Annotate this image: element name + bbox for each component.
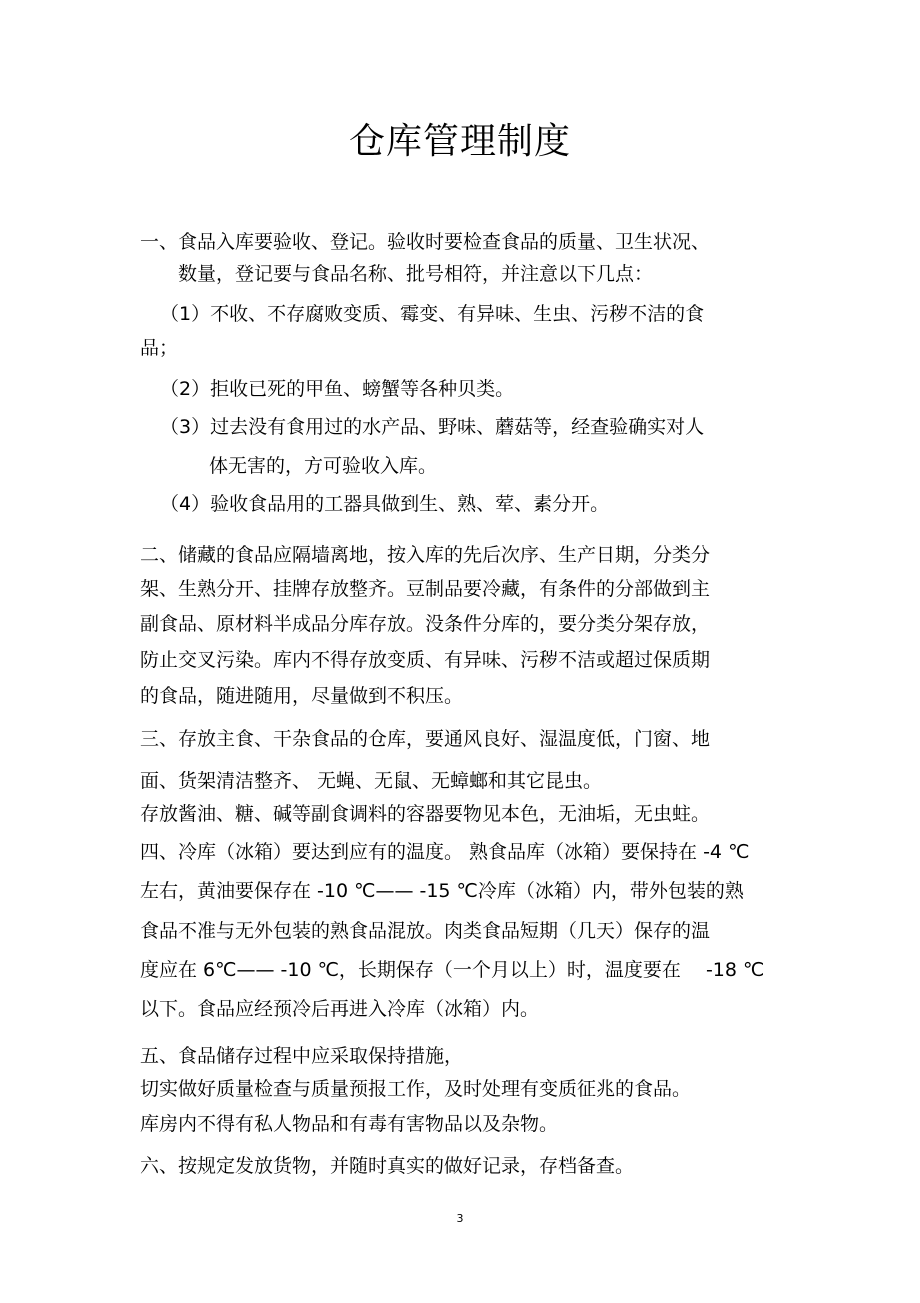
section-1-item-1-line-2: 品； — [140, 337, 179, 359]
section-1-line-2: 数量，登记要与食品名称、批号相符，并注意以下几点： — [178, 263, 654, 285]
section-4-line-3: 食品不准与无外包装的熟食品混放。肉类食品短期（几天）保存的温 — [140, 920, 711, 942]
page-number: 3 — [456, 1212, 464, 1225]
section-3-line-3: 存放酱油、糖、碱等副食调料的容器要物见本色，无油垢，无虫蛀。 — [140, 803, 711, 825]
section-3-line-1: 三、存放主食、干杂食品的仓库，要通风良好、湿温度低，门窗、地 — [140, 728, 711, 750]
section-5-line-3: 库房内不得有私人物品和有毒有害物品以及杂物。 — [140, 1113, 559, 1135]
section-5-line-2: 切实做好质量检查与质量预报工作，及时处理有变质征兆的食品。 — [140, 1078, 692, 1100]
section-2-line-2: 架、生熟分开、挂牌存放整齐。豆制品要冷藏，有条件的分部做到主 — [140, 578, 711, 600]
section-2-line-1: 二、储藏的食品应隔墙离地，按入库的先后次序、生产日期，分类分 — [140, 544, 711, 566]
section-1-item-3-line-2: 体无害的，方可验收入库。 — [209, 455, 438, 477]
section-2-line-4: 防止交叉污染。库内不得存放变质、有异味、污秽不洁或超过保质期 — [140, 649, 711, 671]
section-2-line-3: 副食品、原材料半成品分库存放。没条件分库的，要分类分架存放， — [140, 613, 711, 635]
section-1-item-4: （4）验收食品用的工器具做到生、熟、荤、素分开。 — [160, 493, 610, 515]
section-6-line-1: 六、按规定发放货物，并随时真实的做好记录，存档备查。 — [140, 1155, 635, 1177]
section-1-item-2: （2）拒收已死的甲鱼、螃蟹等各种贝类。 — [160, 378, 515, 400]
section-4-line-4: 度应在 6℃—— -10 ℃，长期保存（一个月以上）时，温度要在 -18 ℃ — [140, 959, 765, 981]
section-1-item-1-line-1: （1）不收、不存腐败变质、霉变、有异味、生虫、污秽不洁的食 — [160, 303, 705, 325]
section-1-line-1: 一、食品入库要验收、登记。验收时要检查食品的质量、卫生状况、 — [140, 231, 711, 253]
section-2-line-5: 的食品，随进随用，尽量做到不积压。 — [140, 685, 464, 707]
section-4-line-2: 左右，黄油要保存在 -10 ℃—— -15 ℃冷库（冰箱）内，带外包装的熟 — [140, 880, 744, 902]
section-1-item-3-line-1: （3）过去没有食用过的水产品、野味、蘑菇等，经查验确实对人 — [160, 416, 705, 438]
page-title: 仓库管理制度 — [348, 121, 571, 162]
section-5-line-1: 五、食品储存过程中应采取保持措施， — [140, 1045, 464, 1067]
section-4-line-1: 四、冷库（冰箱）要达到应有的温度。 熟食品库（冰箱）要保持在 -4 ℃ — [140, 841, 750, 863]
section-4-line-5: 以下。食品应经预冷后再进入冷库（冰箱）内。 — [140, 998, 540, 1020]
section-3-line-2: 面、货架清洁整齐、 无蝇、无鼠、无蟑螂和其它昆虫。 — [140, 770, 603, 792]
